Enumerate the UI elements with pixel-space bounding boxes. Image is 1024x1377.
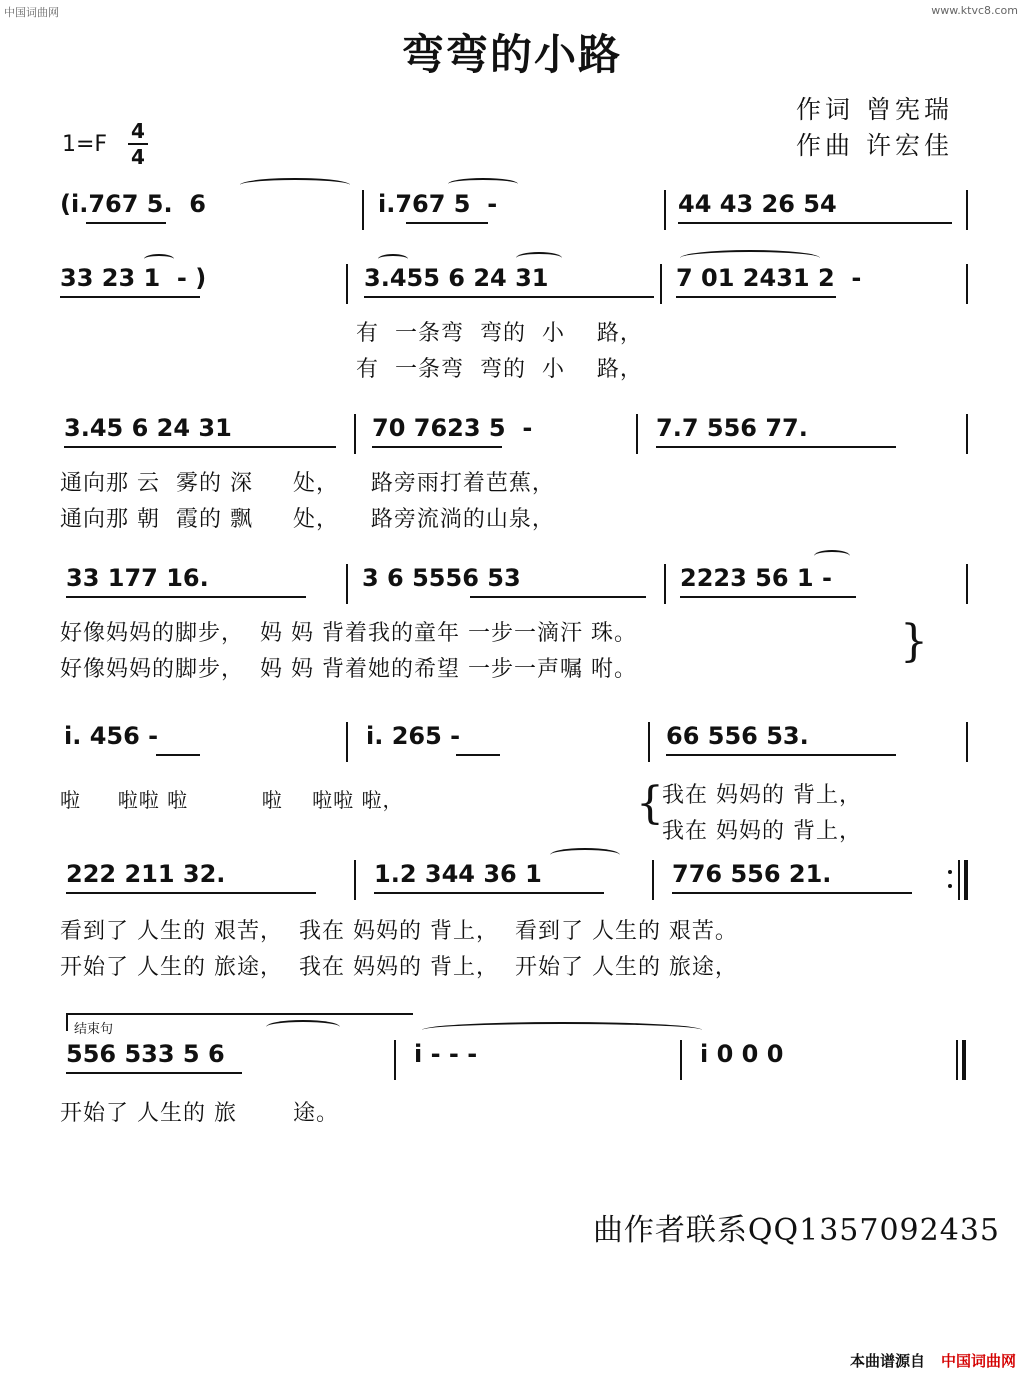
repeat-dot	[948, 884, 952, 888]
measure-3-1: 3.45 6 24 31	[64, 414, 232, 442]
barline	[354, 860, 356, 900]
song-title: 弯弯的小路	[401, 30, 622, 79]
measure-6-1: 222 211 32.	[66, 860, 226, 888]
brace-right: }	[900, 616, 928, 667]
lyric-2-verse-2: 有 一条弯 弯的 小 路，	[356, 357, 643, 382]
composer-credit: 作曲 许宏佳	[796, 131, 953, 160]
underline	[156, 754, 200, 756]
barline	[346, 264, 348, 304]
slur	[814, 550, 850, 562]
underline	[470, 596, 646, 598]
lyric-4-verse-1: 好像妈妈的脚步， 妈 妈 背着我的童年 一步一滴汗 珠。	[60, 621, 637, 646]
slur	[378, 254, 408, 264]
lyric-3-verse-2: 通向那 朝 霞的 飘 处， 路旁流淌的山泉，	[60, 507, 555, 532]
lyric-6-verse-1: 看到了 人生的 艰苦， 我在 妈妈的 背上， 看到了 人生的 艰苦。	[60, 919, 738, 944]
source-prefix: 本曲谱源自	[849, 1352, 925, 1370]
composer-contact: 曲作者联系QQ1357092435	[592, 1213, 1000, 1248]
underline	[66, 1072, 242, 1074]
slur	[144, 254, 174, 264]
measure-4-1: 33 177 16.	[66, 564, 209, 592]
measure-3-2: 70 7623 5 -	[372, 414, 533, 442]
slur	[266, 1020, 340, 1034]
barline	[346, 564, 348, 604]
time-signature	[128, 120, 148, 168]
final-barline-thin	[956, 1040, 958, 1080]
underline	[406, 222, 488, 224]
underline	[672, 892, 912, 894]
lyric-4-verse-2: 好像妈妈的脚步， 妈 妈 背着她的希望 一步一声嘱 咐。	[60, 657, 637, 682]
measure-3-3: 7.7 556 77.	[656, 414, 808, 442]
barline	[346, 722, 348, 762]
brace-left: {	[636, 778, 664, 829]
slur	[550, 848, 620, 862]
measure-7-1: 556 533 5 6	[66, 1040, 225, 1068]
underline	[374, 892, 604, 894]
music-line-4	[60, 550, 970, 614]
underline	[680, 596, 856, 598]
barline	[394, 1040, 396, 1080]
barline	[664, 190, 666, 230]
barline	[354, 414, 356, 454]
music-line-6	[60, 846, 970, 910]
lyric-5-verse-1: 我在 妈妈的 背上，	[662, 783, 862, 808]
underline	[656, 446, 896, 448]
barline	[664, 564, 666, 604]
underline	[364, 296, 654, 298]
time-signature-bottom: 4	[131, 145, 145, 169]
barline	[966, 264, 968, 304]
source-site-link[interactable]: 中国词曲网	[940, 1352, 1016, 1370]
underline	[372, 446, 502, 448]
barline	[966, 564, 968, 604]
slur	[516, 252, 562, 264]
ending-label: 结束句	[74, 1022, 114, 1037]
measure-7-2: i - - -	[414, 1040, 478, 1068]
barline	[966, 190, 968, 230]
barline	[652, 860, 654, 900]
slur	[240, 178, 350, 192]
underline	[66, 892, 316, 894]
music-line-5	[60, 708, 970, 772]
barline	[648, 722, 650, 762]
measure-4-3: 2223 56 1 -	[680, 564, 832, 592]
repeat-barline-thin	[958, 860, 960, 900]
measure-2-1: 33 23 1 - )	[60, 264, 207, 292]
barline	[680, 1040, 682, 1080]
repeat-dot	[948, 870, 952, 874]
underline	[456, 754, 500, 756]
measure-6-3: 776 556 21.	[672, 860, 832, 888]
slur	[448, 178, 518, 190]
barline	[966, 414, 968, 454]
measure-5-2: i. 265 -	[366, 722, 461, 750]
underline	[678, 222, 952, 224]
measure-1-1: (i.767 5. 6	[60, 190, 206, 218]
barline	[966, 722, 968, 762]
music-line-3	[60, 400, 970, 464]
barline	[636, 414, 638, 454]
lyric-7: 开始了 人生的 旅 途。	[60, 1101, 339, 1126]
measure-7-3: i 0 0 0	[700, 1040, 784, 1068]
lyric-6-verse-2: 开始了 人生的 旅途， 我在 妈妈的 背上， 开始了 人生的 旅途，	[60, 955, 738, 980]
tie	[422, 1022, 702, 1038]
measure-6-2: 1.2 344 36 1	[374, 860, 542, 888]
watermark-right: www.ktvc8.com	[931, 4, 1018, 17]
music-line-2	[60, 250, 970, 314]
barline	[660, 264, 662, 304]
underline	[60, 296, 200, 298]
repeat-barline-thick	[964, 860, 968, 900]
source-credit	[850, 1350, 1016, 1371]
underline	[66, 596, 306, 598]
measure-2-2: 3.455 6 24 31	[364, 264, 549, 292]
lyric-5-verse-2: 我在 妈妈的 背上，	[662, 819, 862, 844]
measure-2-3: 7 01 2431 2 -	[676, 264, 862, 292]
measure-4-2: 3 6 5556 53	[362, 564, 521, 592]
slur	[680, 250, 820, 266]
lyric-5-la: 啦 啦啦 啦 啦 啦啦 啦，	[60, 788, 404, 812]
lyricist-credit: 作词 曾宪瑞	[796, 95, 953, 124]
music-line-1	[60, 176, 970, 240]
key-signature: 1=F	[62, 132, 108, 157]
measure-1-3: 44 43 26 54	[678, 190, 837, 218]
measure-1-2: i.767 5 -	[378, 190, 498, 218]
lyric-3-verse-1: 通向那 云 雾的 深 处， 路旁雨打着芭蕉，	[60, 471, 555, 496]
underline	[676, 296, 836, 298]
underline	[666, 754, 896, 756]
measure-5-3: 66 556 53.	[666, 722, 809, 750]
final-barline-thick	[962, 1040, 966, 1080]
barline	[362, 190, 364, 230]
watermark-left: 中国词曲网	[4, 6, 59, 19]
music-line-7	[60, 1026, 970, 1090]
underline	[64, 446, 336, 448]
underline	[86, 222, 166, 224]
time-signature-top: 4	[131, 119, 145, 143]
lyric-2-verse-1: 有 一条弯 弯的 小 路，	[356, 321, 643, 346]
measure-5-1: i. 456 -	[64, 722, 159, 750]
